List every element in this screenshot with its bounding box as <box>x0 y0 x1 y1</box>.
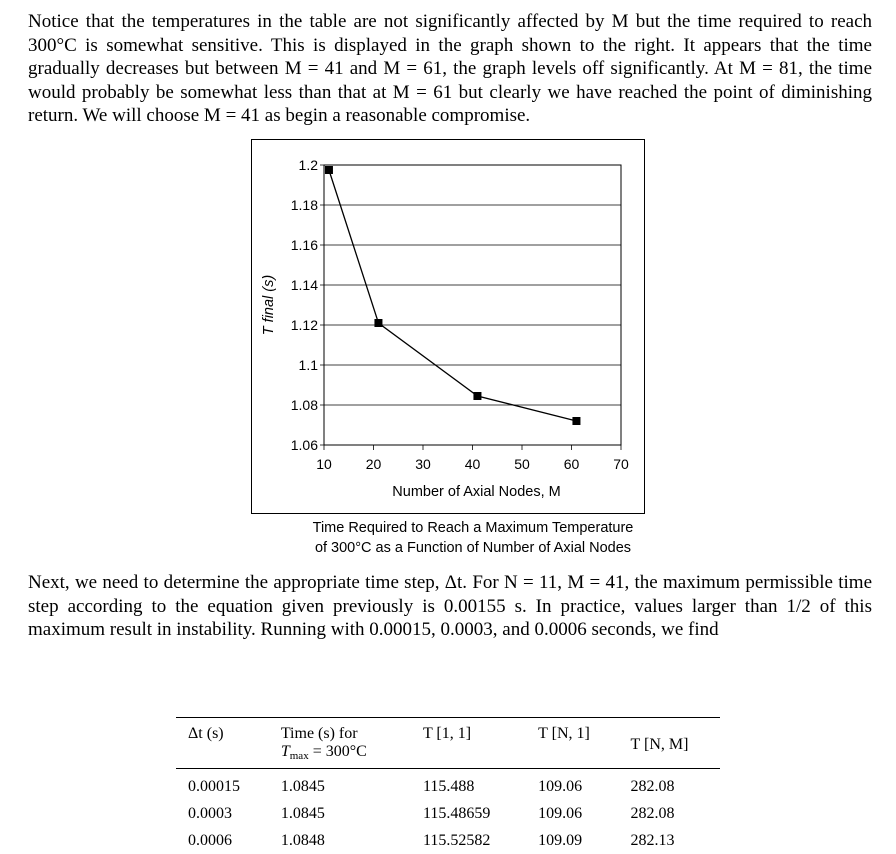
header-time-line1: Time (s) for <box>280 725 358 742</box>
cell-t11: 115.48659 <box>422 804 491 822</box>
intro-paragraph: Notice that the temperatures in the table are not significantly affected by M but the time required to reach 300°C is somewhat sensitive. This is displayed in the graph shown to the right. It appears that the time gradually decreases but between M = 41 and M = 61, the graph levels off significantly. At M = 81, the time would probably be somewhat less than that at M = 61 but clearly we have reached the point of diminishing return. We will choose M = 41 as begin a reasonable compromise. <box>28 11 872 126</box>
x-tick-label: 20 <box>365 456 382 472</box>
header-time-sub: max <box>289 750 309 762</box>
y-tick-label: 1.12 <box>290 317 318 333</box>
cell-tn1: 109.06 <box>538 777 583 795</box>
caption-line-2: of 300°C as a Function of Number of Axial Nodes <box>314 540 632 556</box>
x-tick-label: 50 <box>514 456 530 472</box>
table-header-row <box>176 718 720 769</box>
caption-line-1: Time Required to Reach a Maximum Temperature <box>312 520 634 536</box>
y-axis-label: T final (s) <box>261 274 277 336</box>
cell-t11: 115.488 <box>422 777 475 795</box>
cell-time: 1.0848 <box>280 831 325 849</box>
y-tick-label: 1.16 <box>290 237 318 253</box>
y-tick-label: 1.18 <box>290 197 318 213</box>
cell-dt: 0.00015 <box>188 777 240 795</box>
cell-dt: 0.0006 <box>188 831 232 849</box>
header-t11: T [1, 1] <box>422 725 472 742</box>
time-step-paragraph: Next, we need to determine the appropriate time step, Δt. For N = 11, M = 41, the maximum permissible time step according to the equation given previously is 0.00155 s. In practice, values larger than 1/2 of this maximum result in instability. Running with 0.00015, 0.0003, and 0.0006 seconds, we find <box>28 572 872 640</box>
header-time <box>269 718 411 769</box>
header-time-T: T <box>280 743 290 760</box>
cell-t11: 115.52582 <box>422 831 491 849</box>
x-tick-label: 10 <box>316 456 332 472</box>
cell-time: 1.0845 <box>280 777 325 795</box>
header-tn1: T [N, 1] <box>538 725 590 742</box>
cell-tnm: 282.08 <box>630 804 675 822</box>
header-time-rest: = 300°C <box>308 743 367 760</box>
cell-tnm: 282.13 <box>630 831 675 849</box>
x-tick-label: 30 <box>415 456 431 472</box>
y-tick-label: 1.06 <box>290 437 318 453</box>
table-row <box>176 769 720 801</box>
figure-caption <box>251 518 695 558</box>
y-tick-label: 1.2 <box>298 157 318 173</box>
cell-tn1: 109.06 <box>538 804 583 822</box>
table-row <box>176 800 720 827</box>
y-tick-label: 1.14 <box>290 277 318 293</box>
cell-tn1: 109.09 <box>538 831 583 849</box>
header-dt: Δt (s) <box>188 725 224 742</box>
cell-time: 1.0845 <box>280 804 325 822</box>
y-tick-label: 1.08 <box>290 397 318 413</box>
x-tick-label: 40 <box>464 456 481 472</box>
header-tnm: T [N, M] <box>630 736 689 753</box>
figure-frame <box>251 139 645 514</box>
x-tick-label: 70 <box>613 456 629 472</box>
cell-tnm: 282.08 <box>630 777 675 795</box>
table-row <box>176 827 720 854</box>
x-axis-label: Number of Axial Nodes, M <box>392 484 561 500</box>
y-tick-label: 1.1 <box>298 357 318 373</box>
x-tick-label: 60 <box>563 456 580 472</box>
results-table <box>176 717 720 854</box>
cell-dt: 0.0003 <box>188 804 232 822</box>
